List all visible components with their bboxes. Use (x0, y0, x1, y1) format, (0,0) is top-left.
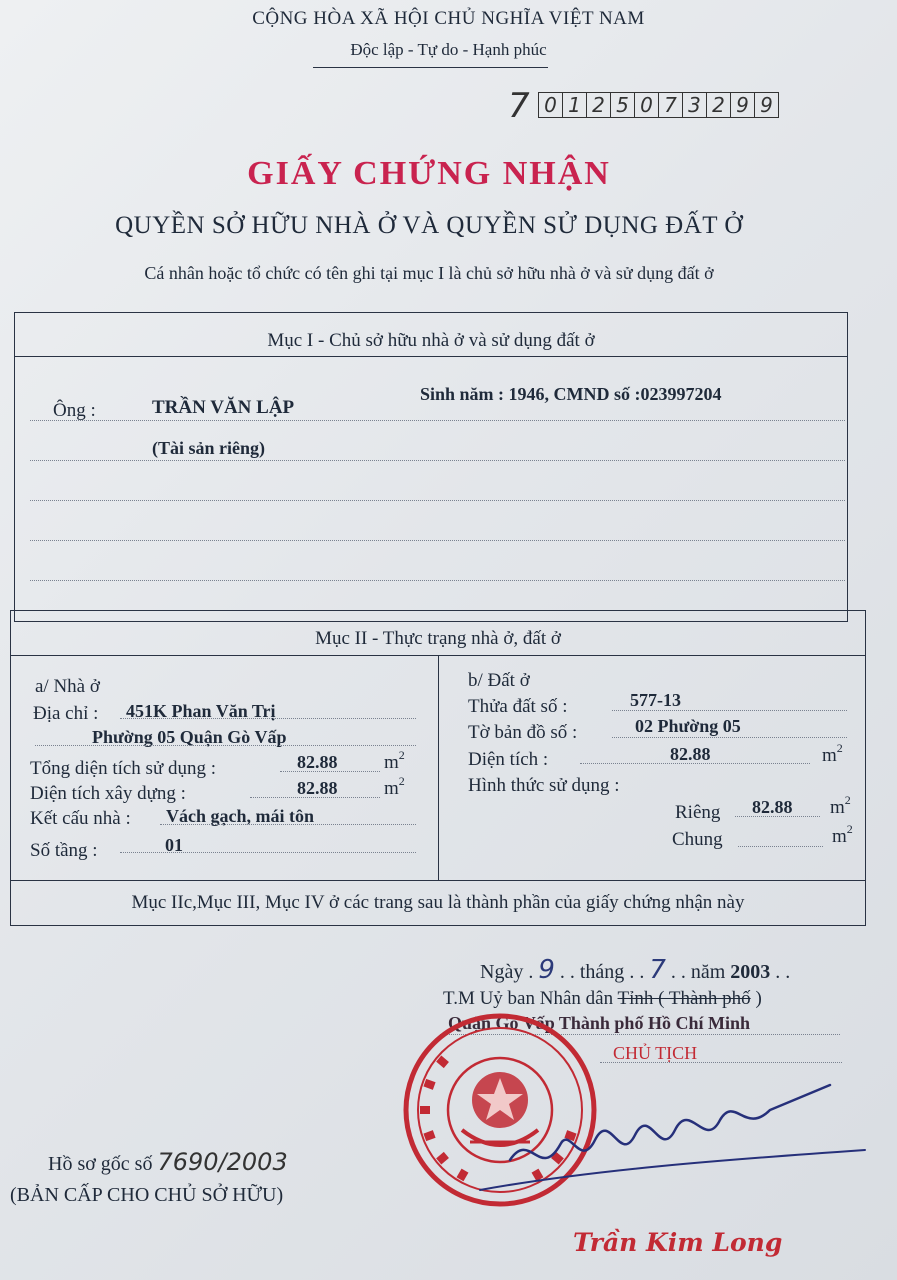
issue-date (480, 955, 790, 985)
chairman-title: CHỦ TỊCH (613, 1043, 698, 1063)
copy-note: (BẢN CẤP CHO CHỦ SỞ HỮU) (10, 1184, 284, 1206)
dotted-rule (612, 710, 847, 711)
dotted-rule (30, 420, 845, 421)
address-label: Địa chỉ : (33, 703, 99, 724)
land-area-value: 82.88 (670, 744, 711, 764)
dotted-rule (612, 737, 847, 738)
dots: . (528, 961, 534, 983)
unit-superscript: 2 (398, 748, 405, 762)
unit-text: m (832, 826, 847, 847)
dotted-rule (738, 846, 823, 847)
day-value: 9 (538, 955, 555, 985)
floors-value: 01 (165, 835, 183, 855)
unit-text: m (384, 752, 399, 773)
serial-number-boxes (538, 92, 779, 118)
owner-label: Ông : (53, 400, 96, 421)
total-area-value: 82.88 (297, 752, 338, 772)
build-area-unit (384, 774, 405, 800)
unit-text: m (822, 745, 837, 766)
owner-info: Sinh năm : 1946, CMND số :023997204 (420, 384, 722, 404)
month-value: 7 (649, 955, 666, 985)
section1-box (14, 312, 848, 622)
build-area-label: Diện tích xây dựng : (30, 783, 186, 804)
unit-superscript: 2 (846, 822, 853, 836)
serial-digit: 1 (563, 93, 587, 117)
chairman-signature (470, 1050, 870, 1220)
unit-text: m (830, 797, 845, 818)
serial-prefix: 7 (508, 86, 530, 126)
house-title: a/ Nhà ở (35, 676, 100, 697)
serial-digit: 0 (539, 93, 563, 117)
land-area-label: Diện tích : (468, 749, 549, 770)
dotted-rule (120, 852, 416, 853)
signer-name: Trần Kim Long (573, 1228, 783, 1257)
motto: Độc lập - Tự do - Hạnh phúc (350, 40, 547, 59)
authority-prefix: T.M Uỷ ban Nhân dân (443, 988, 614, 1009)
authority-district: Quận Gò Vấp Thành phố Hồ Chí Minh (448, 1013, 750, 1033)
section2-footer-note: Mục IIc,Mục III, Mục IV ở các trang sau là thành phần của giấy chứng nhận này (131, 892, 745, 913)
certificate-title: GIẤY CHỨNG NHẬN (247, 155, 611, 192)
dotted-rule (120, 718, 416, 719)
total-area-unit (384, 748, 405, 774)
certificate-subtitle: QUYỀN SỞ HỮU NHÀ Ở VÀ QUYỀN SỬ DỤNG ĐẤT Ở (115, 212, 743, 239)
total-area-label: Tổng diện tích sử dụng : (30, 758, 217, 779)
dotted-rule (250, 797, 380, 798)
unit-superscript: 2 (844, 793, 851, 807)
map-label: Tờ bản đồ số : (468, 722, 578, 743)
map-value: 02 Phường 05 (635, 716, 741, 736)
dots: . . (670, 961, 686, 983)
authority-line (443, 988, 762, 1010)
record-label: Hồ sơ gốc số (48, 1153, 153, 1175)
month-label: tháng (579, 961, 625, 983)
dots: . . (629, 961, 645, 983)
year-value: 2003 (730, 961, 771, 983)
dotted-rule (30, 580, 845, 581)
owner-name: TRẦN VĂN LẬP (152, 397, 295, 418)
serial-digit: 9 (731, 93, 755, 117)
section2-footer-divider (10, 880, 866, 881)
dots: . . (559, 961, 575, 983)
unit-superscript: 2 (398, 774, 405, 788)
dotted-rule (35, 745, 416, 746)
private-area-unit (830, 793, 851, 819)
year-label: năm (690, 961, 726, 983)
motto-underline (313, 67, 548, 68)
property-note: (Tài sản riêng) (152, 438, 266, 458)
address-line2: Phường 05 Quận Gò Vấp (92, 727, 287, 747)
record-number: 7690/2003 (157, 1148, 288, 1176)
serial-digit: 5 (611, 93, 635, 117)
dotted-rule (160, 824, 416, 825)
address-line1: 451K Phan Văn Trị (126, 701, 276, 721)
dotted-rule (30, 500, 845, 501)
dotted-rule (735, 816, 820, 817)
serial-digit: 9 (760, 93, 773, 117)
unit-superscript: 2 (836, 741, 843, 755)
structure-label: Kết cấu nhà : (30, 808, 131, 829)
private-label: Riêng (675, 802, 721, 823)
shared-area-unit (832, 822, 853, 848)
section1-heading: Mục I - Chủ sở hữu nhà ở và sử dụng đất ở (267, 330, 595, 351)
dotted-rule (30, 460, 845, 461)
serial-digit: 3 (683, 93, 707, 117)
authority-struck: Tỉnh ( Thành phố (617, 988, 751, 1009)
floors-label: Số tầng : (30, 840, 98, 861)
serial-digit: 2 (707, 93, 731, 117)
unit-text: m (384, 778, 399, 799)
intro-text: Cá nhân hoặc tổ chức có tên ghi tại mục I là chủ sở hữu nhà ở và sử dụng đất ở (144, 263, 714, 283)
parcel-label: Thửa đất số : (468, 696, 568, 717)
structure-value: Vách gạch, mái tôn (166, 806, 314, 826)
day-label: Ngày (480, 961, 524, 983)
parcel-value: 577-13 (630, 690, 681, 710)
republic-header: CỘNG HÒA XÃ HỘI CHỦ NGHĨA VIỆT NAM (252, 8, 645, 29)
shared-label: Chung (672, 829, 723, 850)
usage-label: Hình thức sử dụng : (468, 775, 620, 796)
dotted-rule (280, 771, 380, 772)
section1-heading-divider (14, 356, 848, 357)
private-area-value: 82.88 (752, 797, 793, 817)
land-area-unit (822, 741, 843, 767)
build-area-value: 82.88 (297, 778, 338, 798)
serial-digit: 2 (587, 93, 611, 117)
dotted-rule (30, 540, 845, 541)
section2-heading: Mục II - Thực trạng nhà ở, đất ở (315, 628, 561, 649)
section2-column-divider (438, 655, 439, 881)
record-number-line (48, 1148, 288, 1176)
authority-close: ) (755, 988, 762, 1009)
dots: . . (775, 961, 791, 983)
land-title: b/ Đất ở (468, 670, 530, 691)
serial-digit: 0 (635, 93, 659, 117)
serial-digit: 7 (659, 93, 683, 117)
dotted-rule (580, 763, 810, 764)
